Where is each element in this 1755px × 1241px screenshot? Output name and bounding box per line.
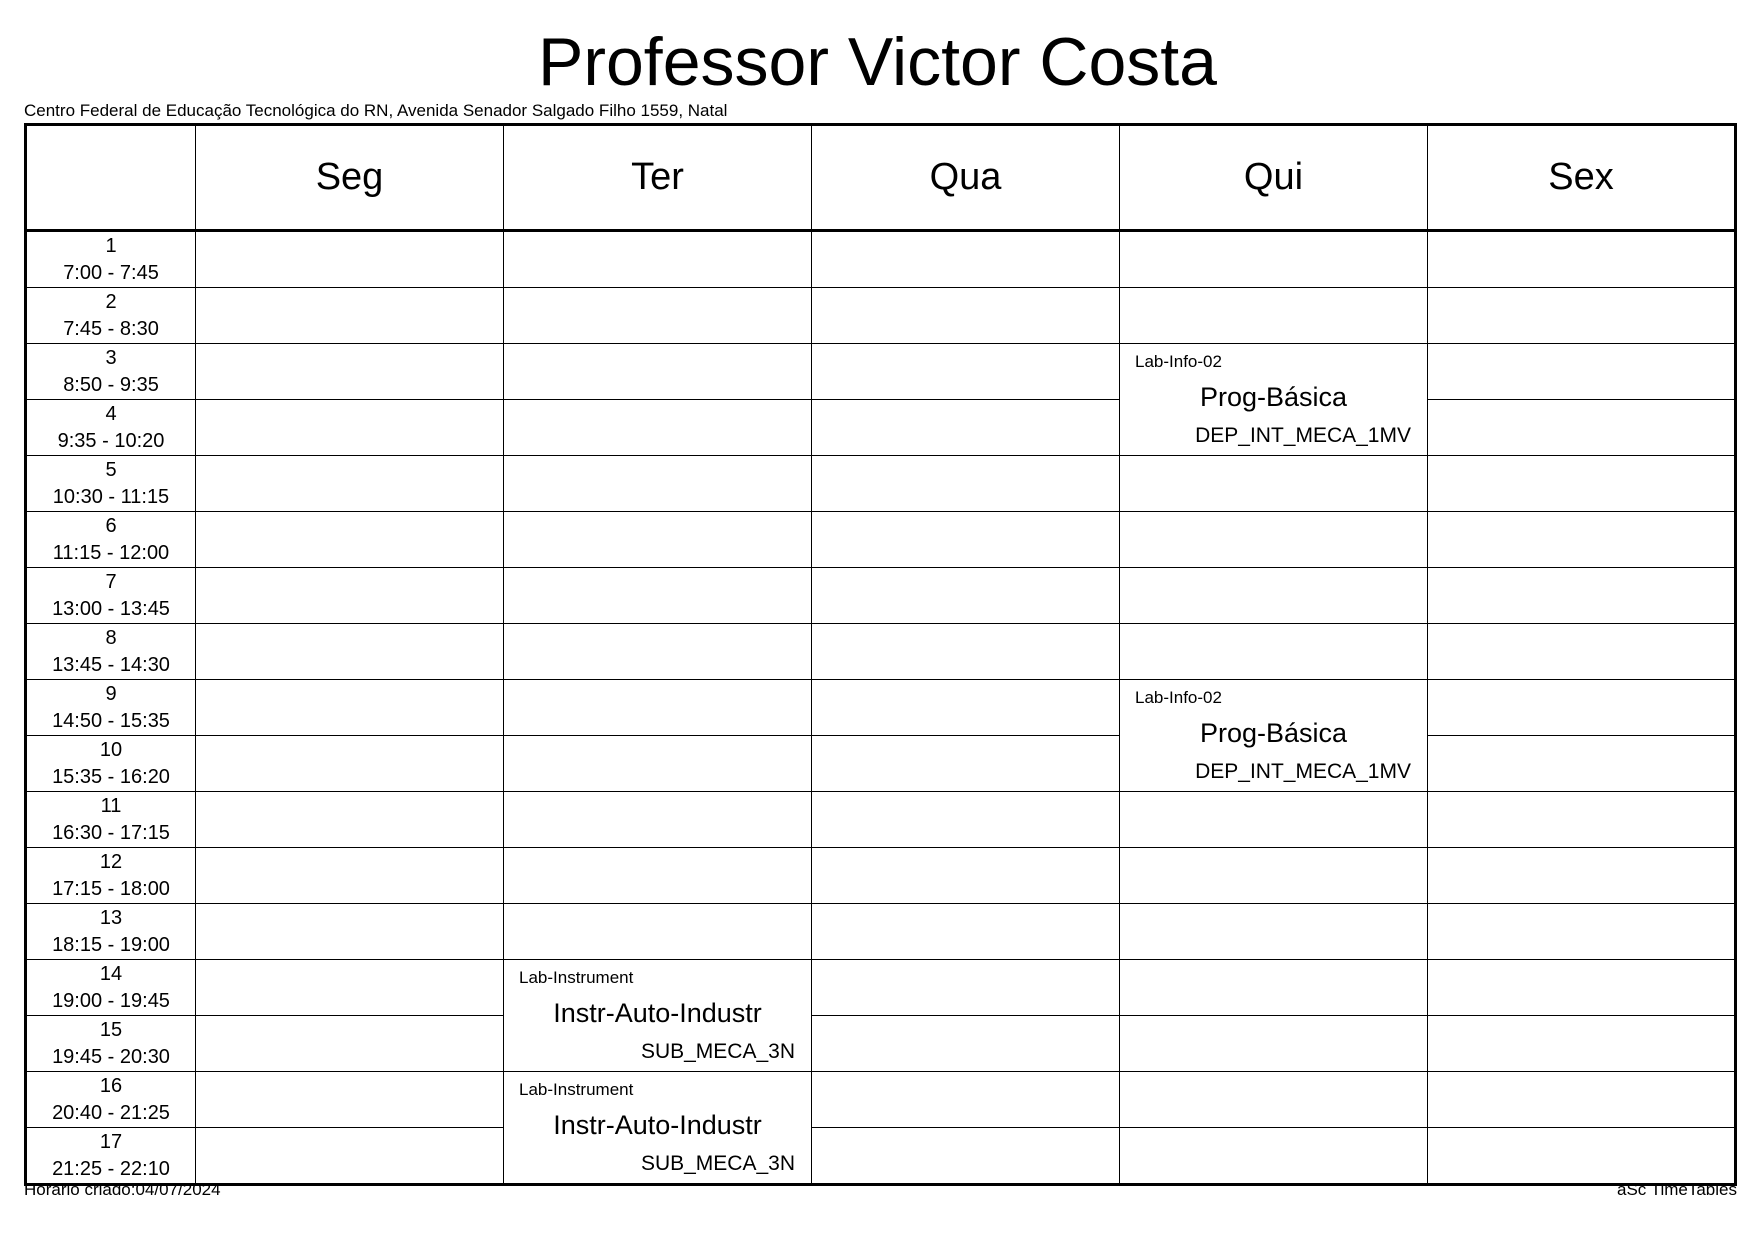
- period-number: 7: [105, 570, 117, 593]
- period-label: [26, 1016, 196, 1072]
- empty-slot: [812, 736, 1120, 792]
- empty-slot: [1428, 848, 1736, 904]
- period-label: [26, 400, 196, 456]
- empty-slot: [504, 231, 812, 288]
- period-row: [26, 512, 1736, 568]
- empty-slot: [812, 231, 1120, 288]
- period-time: 11:15 - 12:00: [52, 541, 170, 564]
- day-header-ter: Ter: [504, 125, 812, 231]
- period-number: 12: [99, 850, 123, 873]
- empty-slot: [196, 456, 504, 512]
- empty-slot: [1120, 456, 1428, 512]
- lesson-room: Lab-Instrument: [519, 968, 634, 987]
- lesson-card[interactable]: [1120, 680, 1428, 792]
- empty-slot: [196, 400, 504, 456]
- empty-slot: [812, 904, 1120, 960]
- period-label: [26, 960, 196, 1016]
- period-time: 15:35 - 16:20: [52, 765, 170, 788]
- empty-slot: [812, 1072, 1120, 1128]
- empty-slot: [1428, 1072, 1736, 1128]
- period-label: [26, 1128, 196, 1185]
- period-time: 14:50 - 15:35: [52, 709, 170, 732]
- empty-slot: [812, 456, 1120, 512]
- day-header-qui: Qui: [1120, 125, 1428, 231]
- empty-slot: [1120, 568, 1428, 624]
- empty-slot: [196, 512, 504, 568]
- period-row: [26, 624, 1736, 680]
- period-number: 6: [105, 514, 117, 537]
- empty-slot: [812, 512, 1120, 568]
- period-row: [26, 960, 1736, 1016]
- empty-slot: [812, 624, 1120, 680]
- lesson-group: DEP_INT_MECA_1MV: [1195, 424, 1411, 447]
- lesson-subject: Instr-Auto-Industr: [553, 998, 762, 1028]
- software-credit: aSc TimeTables: [1617, 1180, 1737, 1199]
- empty-slot: [812, 288, 1120, 344]
- period-label: [26, 456, 196, 512]
- period-number: 17: [99, 1130, 123, 1153]
- timetable-body: [26, 231, 1736, 1185]
- empty-slot: [812, 1128, 1120, 1185]
- empty-slot: [1428, 680, 1736, 736]
- school-address: Centro Federal de Educação Tecnológica do RN, Avenida Senador Salgado Filho 1559, Natal: [24, 101, 728, 120]
- period-number: 13: [99, 906, 123, 929]
- period-time: 18:15 - 19:00: [52, 933, 170, 956]
- empty-slot: [196, 568, 504, 624]
- period-label: [26, 904, 196, 960]
- empty-slot: [1428, 344, 1736, 400]
- period-label: [26, 288, 196, 344]
- empty-slot: [1120, 1016, 1428, 1072]
- period-label: [26, 736, 196, 792]
- period-time: 19:45 - 20:30: [52, 1045, 170, 1068]
- period-number: 10: [99, 738, 123, 761]
- period-label: [26, 792, 196, 848]
- empty-slot: [504, 904, 812, 960]
- period-label: [26, 231, 196, 288]
- empty-slot: [1428, 288, 1736, 344]
- empty-slot: [812, 1016, 1120, 1072]
- lesson-group: SUB_MECA_3N: [640, 1152, 795, 1175]
- period-label: [26, 680, 196, 736]
- lesson-card[interactable]: [1120, 344, 1428, 456]
- lesson-subject: Prog-Básica: [1199, 718, 1348, 748]
- empty-slot: [1428, 624, 1736, 680]
- lesson-room: Lab-Instrument: [519, 1080, 634, 1099]
- empty-slot: [1120, 288, 1428, 344]
- lesson-subject: Instr-Auto-Industr: [553, 1110, 762, 1140]
- empty-slot: [1428, 512, 1736, 568]
- period-number: 16: [99, 1074, 123, 1097]
- empty-slot: [1120, 1128, 1428, 1185]
- empty-slot: [196, 231, 504, 288]
- page-title: Professor Victor Costa: [537, 24, 1217, 100]
- period-row: [26, 1072, 1736, 1128]
- period-row: [26, 792, 1736, 848]
- empty-slot: [504, 568, 812, 624]
- empty-slot: [812, 960, 1120, 1016]
- empty-slot: [1120, 792, 1428, 848]
- period-row: [26, 1016, 1736, 1072]
- empty-slot: [196, 960, 504, 1016]
- empty-slot: [504, 288, 812, 344]
- empty-slot: [196, 736, 504, 792]
- period-row: [26, 231, 1736, 288]
- empty-slot: [196, 680, 504, 736]
- period-row: [26, 344, 1736, 400]
- empty-slot: [1120, 512, 1428, 568]
- period-time: 10:30 - 11:15: [52, 485, 170, 508]
- empty-slot: [196, 288, 504, 344]
- empty-slot: [196, 904, 504, 960]
- created-date: Horário criado:04/07/2024: [24, 1180, 221, 1199]
- empty-slot: [1428, 792, 1736, 848]
- period-time: 13:45 - 14:30: [52, 653, 170, 676]
- period-number: 9: [105, 682, 117, 705]
- period-number: 11: [100, 794, 122, 817]
- period-time: 19:00 - 19:45: [52, 989, 170, 1012]
- period-number: 5: [105, 458, 117, 481]
- empty-slot: [1428, 960, 1736, 1016]
- period-number: 8: [105, 626, 117, 649]
- period-row: [26, 568, 1736, 624]
- empty-slot: [812, 344, 1120, 400]
- period-time: 7:45 - 8:30: [63, 317, 159, 340]
- period-label: [26, 512, 196, 568]
- lesson-group: DEP_INT_MECA_1MV: [1195, 760, 1411, 783]
- empty-slot: [196, 1128, 504, 1185]
- period-time: 16:30 - 17:15: [52, 821, 170, 844]
- lesson-room: Lab-Info-02: [1135, 352, 1222, 371]
- period-time: 21:25 - 22:10: [52, 1157, 170, 1180]
- empty-slot: [1120, 231, 1428, 288]
- empty-slot: [1428, 1016, 1736, 1072]
- period-time: 7:00 - 7:45: [63, 261, 159, 284]
- empty-slot: [1428, 456, 1736, 512]
- empty-slot: [1120, 624, 1428, 680]
- empty-slot: [196, 848, 504, 904]
- empty-slot: [504, 456, 812, 512]
- empty-slot: [1120, 848, 1428, 904]
- empty-slot: [1120, 1072, 1428, 1128]
- empty-slot: [812, 680, 1120, 736]
- empty-slot: [1428, 904, 1736, 960]
- empty-slot: [1120, 960, 1428, 1016]
- day-header-row: [26, 125, 1736, 231]
- timetable-grid: [24, 123, 1737, 1186]
- empty-slot: [504, 400, 812, 456]
- period-time: 17:15 - 18:00: [52, 877, 170, 900]
- period-row: [26, 400, 1736, 456]
- period-time: 9:35 - 10:20: [57, 429, 165, 452]
- day-header-sex: Sex: [1428, 125, 1736, 231]
- empty-slot: [504, 512, 812, 568]
- empty-slot: [504, 848, 812, 904]
- period-number: 2: [105, 290, 117, 313]
- day-header-qua: Qua: [812, 125, 1120, 231]
- day-header-seg: Seg: [196, 125, 504, 231]
- empty-slot: [812, 400, 1120, 456]
- period-label: [26, 568, 196, 624]
- period-number: 14: [99, 962, 123, 985]
- period-label: [26, 624, 196, 680]
- empty-slot: [196, 344, 504, 400]
- empty-slot: [196, 792, 504, 848]
- empty-slot: [504, 792, 812, 848]
- lesson-card[interactable]: [504, 1072, 812, 1185]
- empty-slot: [812, 848, 1120, 904]
- lesson-subject: Prog-Básica: [1199, 382, 1348, 412]
- period-number: 3: [105, 346, 117, 369]
- lesson-room: Lab-Info-02: [1135, 688, 1222, 707]
- lesson-card[interactable]: [504, 960, 812, 1072]
- lesson-group: SUB_MECA_3N: [640, 1040, 795, 1063]
- empty-slot: [1428, 568, 1736, 624]
- period-row: [26, 904, 1736, 960]
- empty-slot: [1428, 736, 1736, 792]
- period-row: [26, 288, 1736, 344]
- empty-slot: [504, 680, 812, 736]
- empty-slot: [1428, 400, 1736, 456]
- corner-cell: [26, 125, 196, 231]
- empty-slot: [1120, 904, 1428, 960]
- empty-slot: [1428, 231, 1736, 288]
- period-label: [26, 1072, 196, 1128]
- period-row: [26, 456, 1736, 512]
- empty-slot: [504, 624, 812, 680]
- period-time: 20:40 - 21:25: [52, 1101, 170, 1124]
- period-label: [26, 344, 196, 400]
- empty-slot: [504, 736, 812, 792]
- period-row: [26, 1128, 1736, 1185]
- empty-slot: [1428, 1128, 1736, 1185]
- empty-slot: [196, 1072, 504, 1128]
- period-row: [26, 848, 1736, 904]
- empty-slot: [504, 344, 812, 400]
- period-row: [26, 736, 1736, 792]
- empty-slot: [812, 568, 1120, 624]
- period-number: 1: [105, 234, 117, 257]
- period-number: 4: [105, 402, 117, 425]
- period-time: 13:00 - 13:45: [52, 597, 170, 620]
- period-row: [26, 680, 1736, 736]
- period-label: [26, 848, 196, 904]
- empty-slot: [196, 624, 504, 680]
- empty-slot: [812, 792, 1120, 848]
- period-time: 8:50 - 9:35: [63, 373, 159, 396]
- period-number: 15: [99, 1018, 123, 1041]
- empty-slot: [196, 1016, 504, 1072]
